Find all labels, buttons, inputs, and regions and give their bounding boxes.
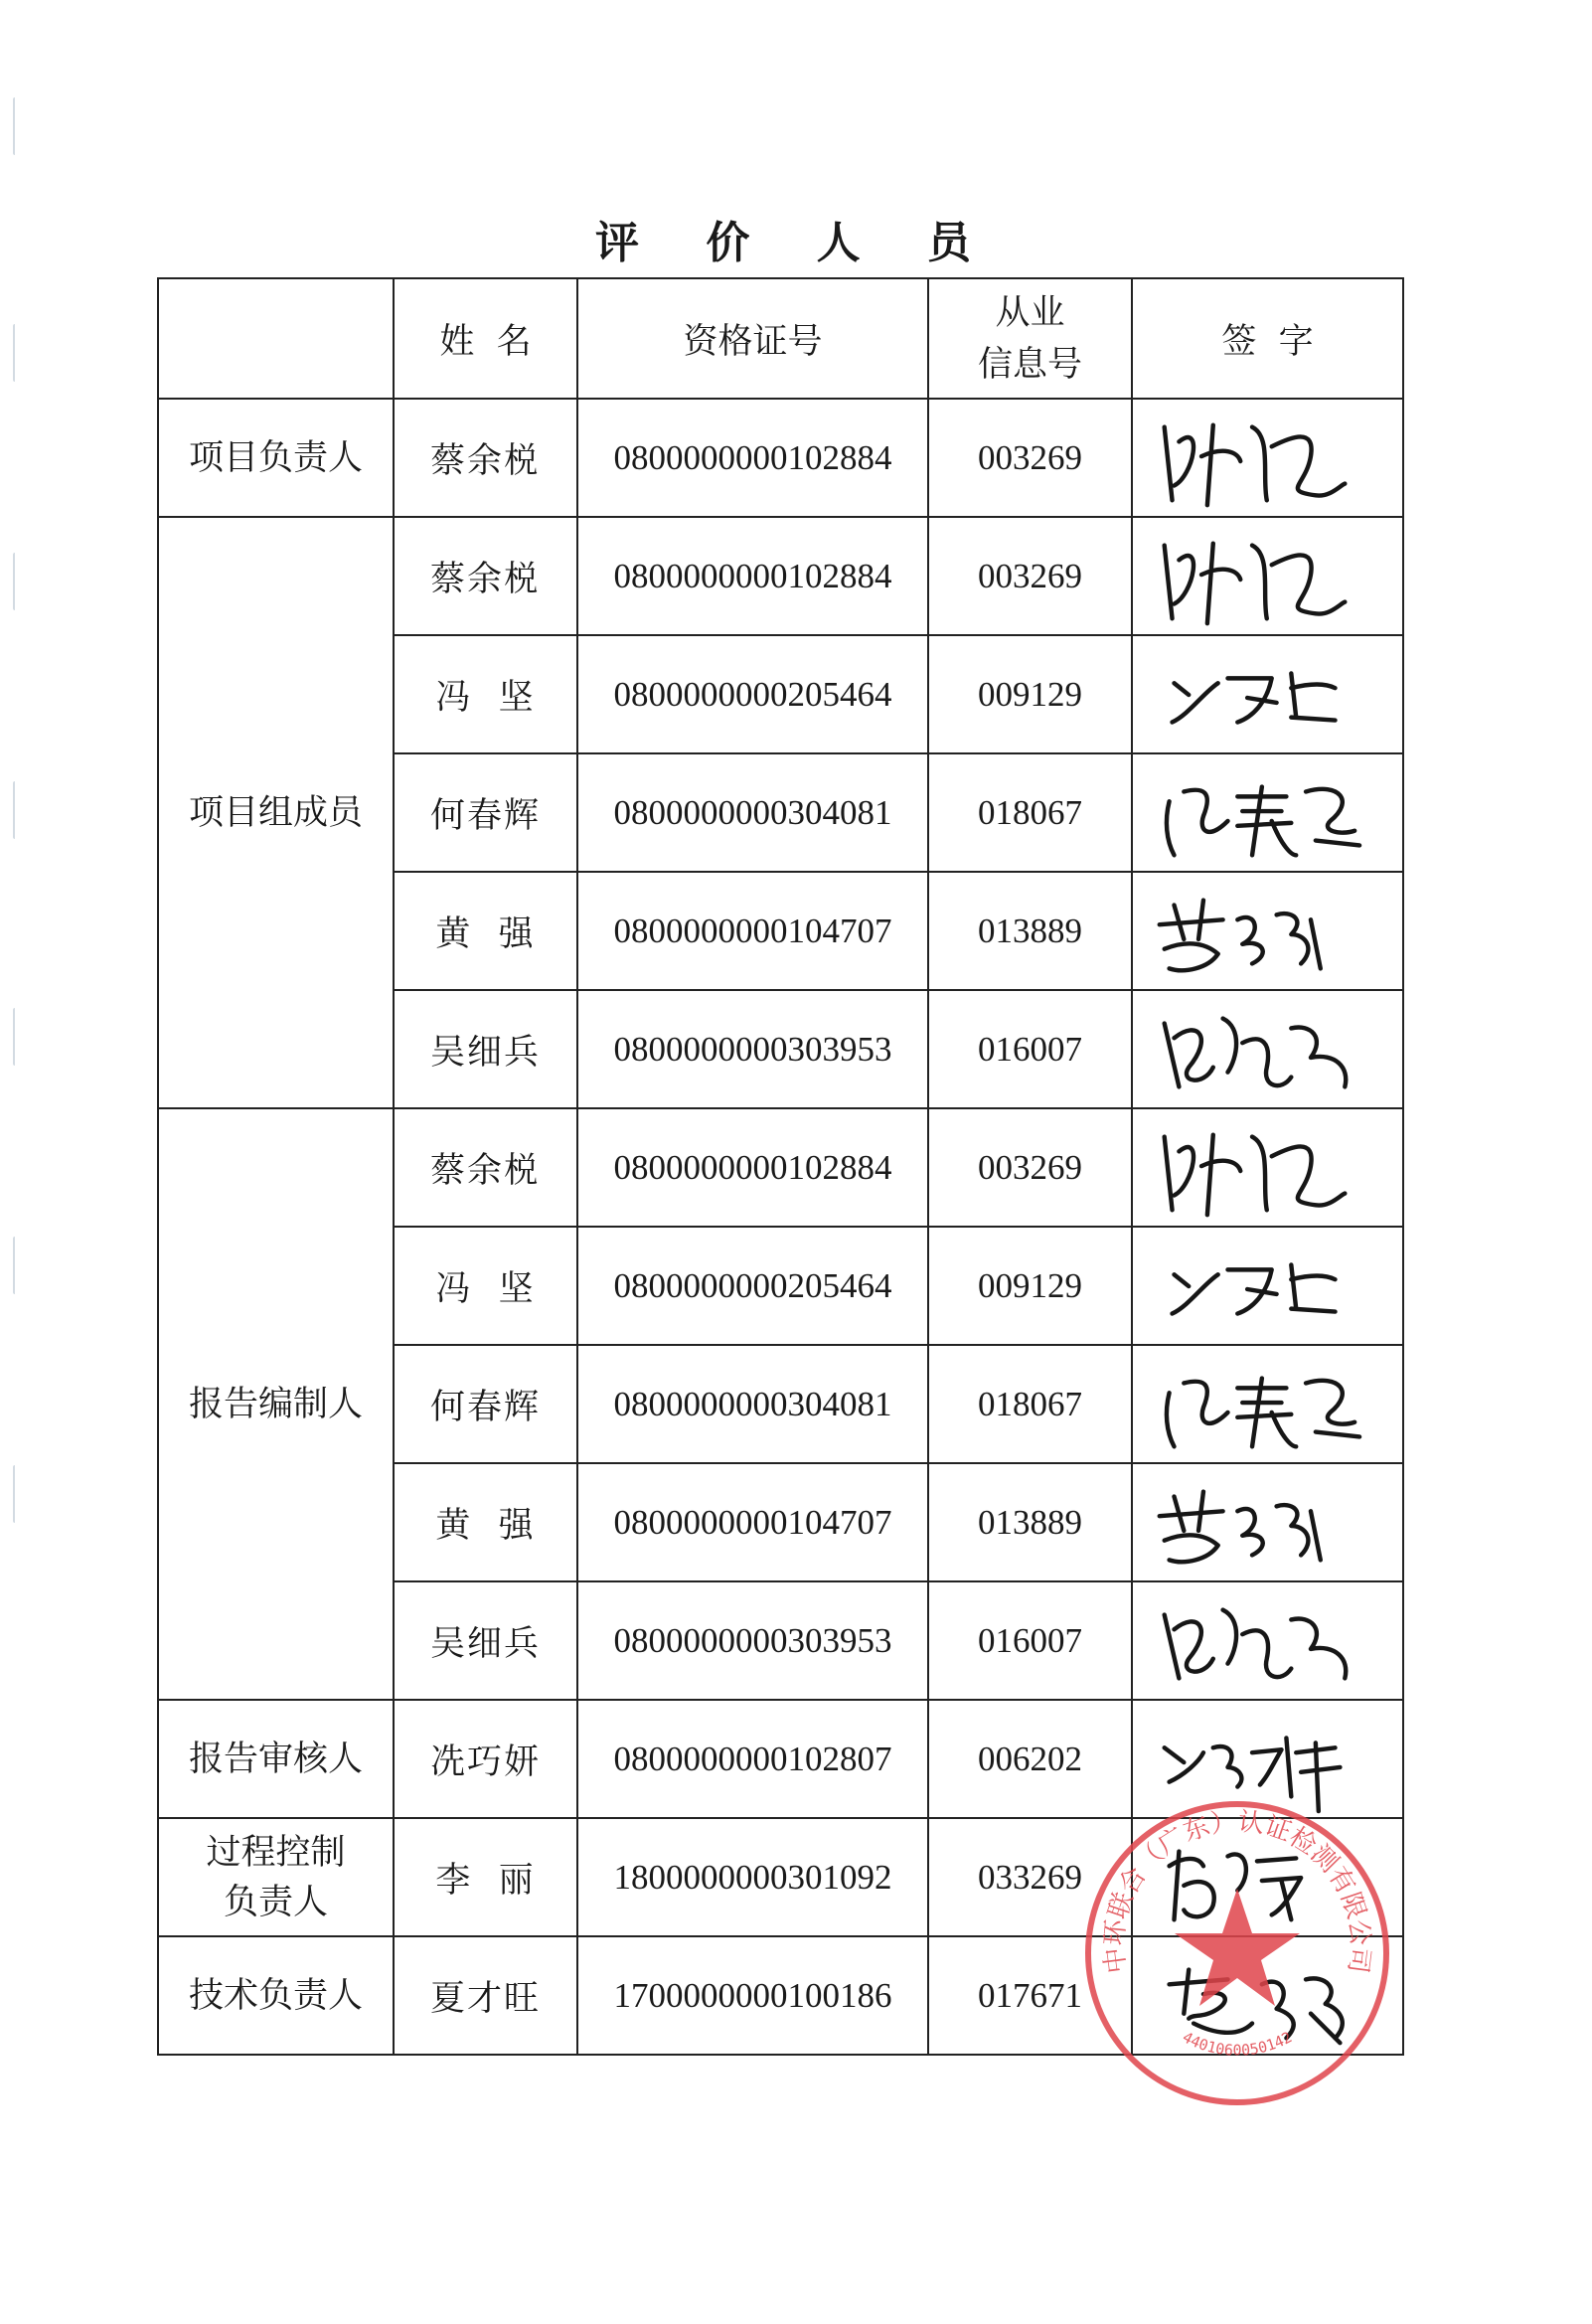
handwritten-signature: [1143, 1709, 1366, 1816]
signature-cell: [1132, 1581, 1403, 1700]
handwritten-signature: [1143, 1827, 1366, 1934]
role-label: 项目组成员: [188, 792, 363, 833]
cert-number: 1700000000100186: [577, 1936, 928, 2055]
info-number: 006202: [928, 1700, 1132, 1818]
header-cert: 资格证号: [577, 278, 928, 399]
table-row: [158, 517, 1403, 635]
role-label: 负责人: [223, 1882, 328, 1922]
handwritten-signature: [1143, 881, 1366, 988]
evaluator-table: [157, 277, 1404, 2056]
punch-hole-mark: [13, 97, 20, 155]
info-number: 003269: [928, 517, 1132, 635]
member-name: 夏才旺: [394, 1936, 577, 2055]
member-name: 吴细兵: [394, 990, 577, 1108]
info-number: 003269: [928, 399, 1132, 517]
member-name: 何春辉: [394, 753, 577, 872]
signature-cell: [1132, 872, 1403, 990]
cert-number: 0800000000304081: [577, 1345, 928, 1463]
cert-number: 0800000000303953: [577, 990, 928, 1108]
info-number: 003269: [928, 1108, 1132, 1227]
cert-number: 0800000000102807: [577, 1700, 928, 1818]
role-label: 报告编制人: [188, 1384, 363, 1424]
signature-cell: [1132, 1700, 1403, 1818]
header-sign: 签 字: [1132, 278, 1403, 399]
handwritten-signature: [1143, 408, 1366, 515]
signature-cell: [1132, 990, 1403, 1108]
member-name: 蔡余棁: [394, 1108, 577, 1227]
punch-hole-mark: [13, 1008, 20, 1066]
punch-hole-mark: [13, 1237, 20, 1294]
punch-hole-mark: [13, 781, 20, 839]
seal-number: 4401060050142: [1179, 2028, 1296, 2060]
punch-hole-mark: [13, 324, 20, 382]
member-name: 冼巧妍: [394, 1700, 577, 1818]
info-number: 009129: [928, 1227, 1132, 1345]
header-name: 姓 名: [394, 278, 577, 399]
role-label: 报告审核人: [188, 1739, 363, 1779]
table-row: [158, 399, 1403, 517]
role-label: 过程控制: [206, 1832, 346, 1873]
handwritten-signature: [1143, 1590, 1366, 1698]
handwritten-signature: [1143, 526, 1366, 633]
header-info-line1: 从业: [995, 292, 1065, 333]
role-label: 项目负责人: [188, 437, 363, 478]
info-number: 009129: [928, 635, 1132, 753]
signature-cell: [1132, 753, 1403, 872]
role-cell: [158, 1936, 394, 2055]
member-name: 黄 强: [394, 1463, 577, 1581]
member-name: 李 丽: [394, 1818, 577, 1936]
signature-cell: [1132, 1463, 1403, 1581]
info-number: 016007: [928, 1581, 1132, 1700]
role-label: 技术负责人: [188, 1975, 363, 2016]
signature-cell: [1132, 517, 1403, 635]
signature-cell: [1132, 1936, 1403, 2055]
table-row: [158, 1700, 1403, 1818]
cert-number: 0800000000303953: [577, 1581, 928, 1700]
cert-number: 0800000000304081: [577, 753, 928, 872]
signature-cell: [1132, 635, 1403, 753]
cert-number: 0800000000205464: [577, 635, 928, 753]
info-number: 033269: [928, 1818, 1132, 1936]
header-info: [928, 278, 1132, 399]
table-row: [158, 1108, 1403, 1227]
role-cell: [158, 517, 394, 1108]
signature-cell: [1132, 1345, 1403, 1463]
role-cell: [158, 399, 394, 517]
handwritten-signature: [1143, 1472, 1366, 1579]
header-row: [158, 278, 1403, 399]
signature-cell: [1132, 1227, 1403, 1345]
header-info-line2: 信息号: [977, 344, 1082, 385]
header-role-cell: [158, 278, 394, 399]
role-cell: [158, 1108, 394, 1700]
handwritten-signature: [1143, 1236, 1366, 1343]
info-number: 018067: [928, 753, 1132, 872]
member-name: 蔡余棁: [394, 517, 577, 635]
member-name: 黄 强: [394, 872, 577, 990]
signature-cell: [1132, 1108, 1403, 1227]
page-title: 评 价 人 员: [595, 218, 997, 268]
member-name: 何春辉: [394, 1345, 577, 1463]
info-number: 016007: [928, 990, 1132, 1108]
cert-number: 0800000000102884: [577, 399, 928, 517]
handwritten-signature: [1143, 644, 1366, 751]
signature-cell: [1132, 1818, 1403, 1936]
signature-cell: [1132, 399, 1403, 517]
table-row: [158, 1818, 1403, 1936]
info-number: 013889: [928, 872, 1132, 990]
cert-number: 1800000000301092: [577, 1818, 928, 1936]
cert-number: 0800000000104707: [577, 1463, 928, 1581]
info-number: 013889: [928, 1463, 1132, 1581]
member-name: 吴细兵: [394, 1581, 577, 1700]
table-row: [158, 1936, 1403, 2055]
handwritten-signature: [1143, 1945, 1366, 2053]
punch-hole-mark: [13, 1465, 20, 1523]
info-number: 017671: [928, 1936, 1132, 2055]
punch-hole-mark: [13, 553, 20, 610]
cert-number: 0800000000104707: [577, 872, 928, 990]
cert-number: 0800000000102884: [577, 517, 928, 635]
handwritten-signature: [1143, 1354, 1366, 1461]
role-cell: [158, 1700, 394, 1818]
role-cell: [158, 1818, 394, 1936]
handwritten-signature: [1143, 762, 1366, 870]
member-name: 冯 坚: [394, 1227, 577, 1345]
cert-number: 0800000000102884: [577, 1108, 928, 1227]
member-name: 蔡余棁: [394, 399, 577, 517]
cert-number: 0800000000205464: [577, 1227, 928, 1345]
seal-company-name: 中环联合（广东）认证检测有限公司: [1099, 1806, 1375, 1975]
info-number: 018067: [928, 1345, 1132, 1463]
handwritten-signature: [1143, 999, 1366, 1106]
handwritten-signature: [1143, 1117, 1366, 1225]
member-name: 冯 坚: [394, 635, 577, 753]
